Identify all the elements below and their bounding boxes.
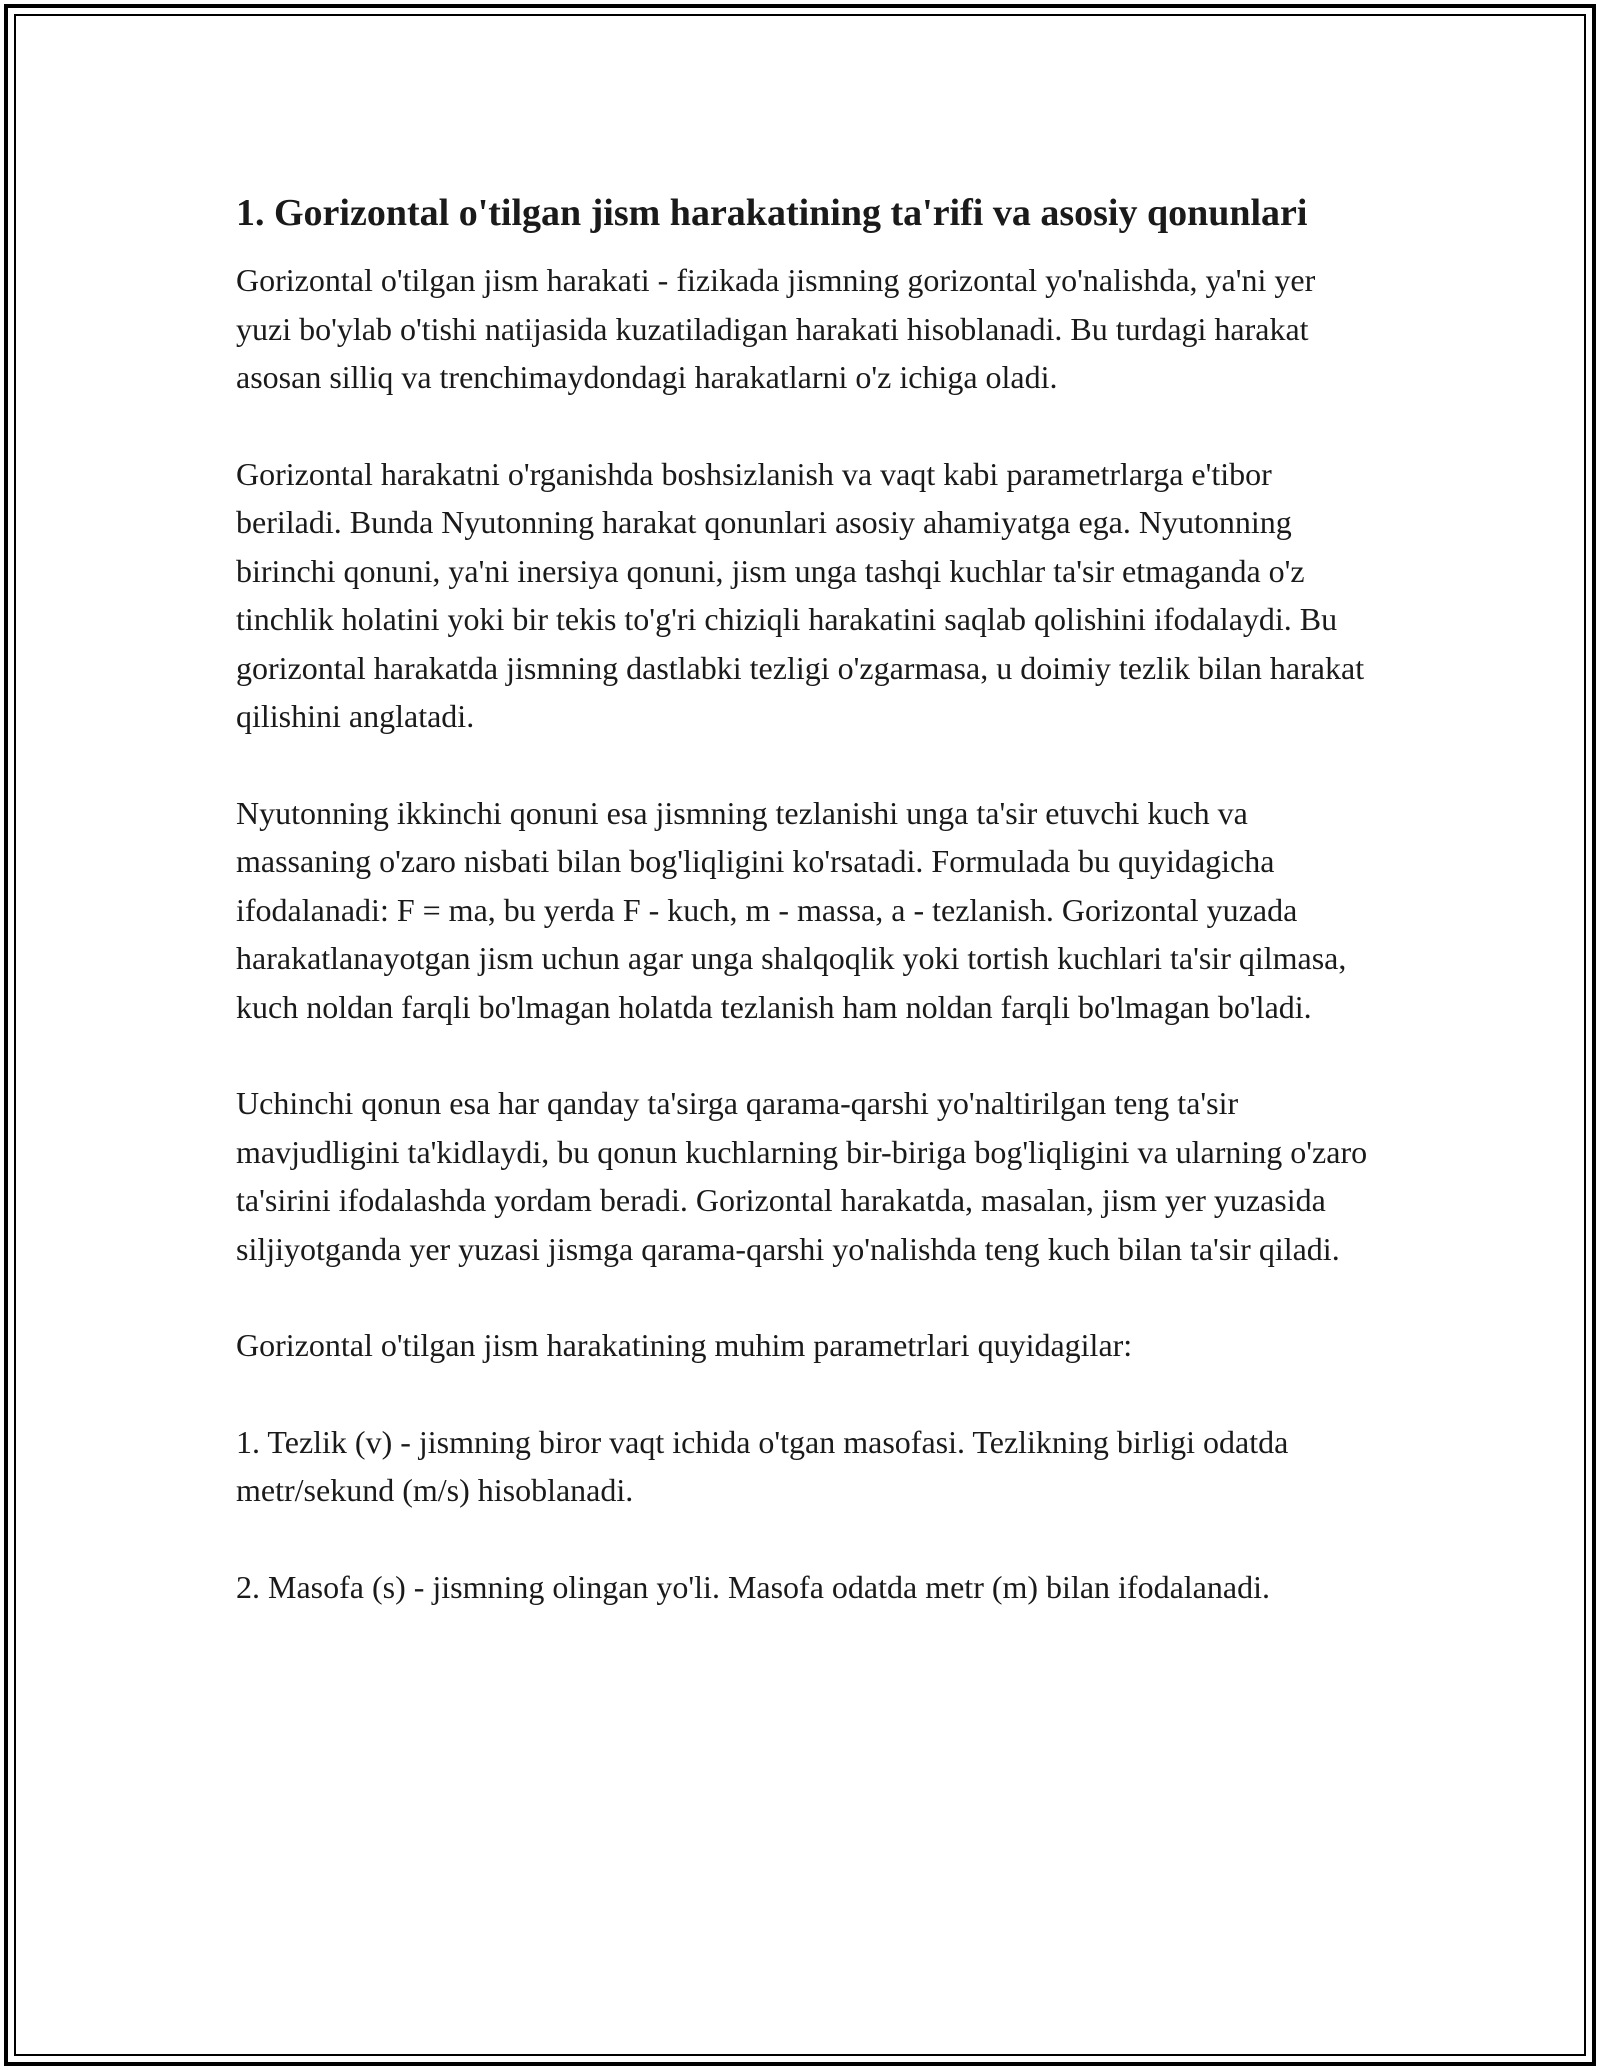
paragraph-second-law: Nyutonning ikkinchi qonuni esa jismning tezlanishi unga ta'sir etuvchi kuch va massaning o'zaro nisbati bilan bog'liqligini ko'rsatadi. Formulada bu quyidagicha ifodalanadi: F = ma, bu yerda F - kuch, m - massa, a - tezlanish. Gorizontal yuzada harakatlanayotgan jism uchun agar unga shalqoqlik yoki tortish kuchlari ta'sir qilmasa, kuch noldan farqli bo'lmagan holatda tezlanish ham noldan farqli bo'lmagan bo'ladi. [236,794,1347,1025]
list-item-velocity: 1. Tezlik (v) - jismning biror vaqt ichida o'tgan masofasi. Tezlikning birligi odatda metr/sekund (m/s) hisoblanadi. [236,1423,1289,1508]
paragraph-definition: Gorizontal o'tilgan jism harakati - fizikada jismning gorizontal yo'nalishda, ya'ni yer yuzi bo'ylab o'tishi natijasida kuzatiladigan harakati hisoblanadi. Bu turdagi harakat asosan silliq va trenchimaydondagi harakatlarni o'z ichiga oladi. [236,262,1316,395]
section-heading: 1. Gorizontal o'tilgan jism harakatining ta'rifi va asosiy qonunlari [236,192,1308,234]
list-item-distance: 2. Masofa (s) - jismning olingan yo'li. Masofa odatda metr (m) bilan ifodalanadi. [236,1568,1270,1605]
paragraph-third-law: Uchinchi qonun esa har qanday ta'sirga qarama-qarshi yo'naltirilgan teng ta'sir mavjudligini ta'kidlaydi, bu qonun kuchlarning bir-biriga bog'liqligini va ularning o'zaro ta'sirini ifodalashda yordam beradi. Gorizontal harakatda, masalan, jism yer yuzasida siljiyotganda yer yuzasi jismga qarama-qarshi yo'nalishda teng kuch bilan ta'sir qiladi. [236,1085,1368,1267]
paragraph-parameters-intro: Gorizontal o'tilgan jism harakatining muhim parametrlari quyidagilar: [236,1327,1133,1363]
document-body [236,186,1376,1611]
paragraph-first-law: Gorizontal harakatni o'rganishda boshsizlanish va vaqt kabi parametrlarga e'tibor beriladi. Bunda Nyutonning harakat qonunlari asosiy ahamiyatga ega. Nyutonning birinchi qonuni, ya'ni inersiya qonuni, jism unga tashqi kuchlar ta'sir etmaganda o'z tinchlik holatini yoki bir tekis to'g'ri chiziqli harakatini saqlab qolishini ifodalaydi. Bu gorizontal harakatda jismning dastlabki tezligi o'zgarmasa, u doimiy tezlik bilan harakat qilishini anglatadi. [236,455,1365,734]
